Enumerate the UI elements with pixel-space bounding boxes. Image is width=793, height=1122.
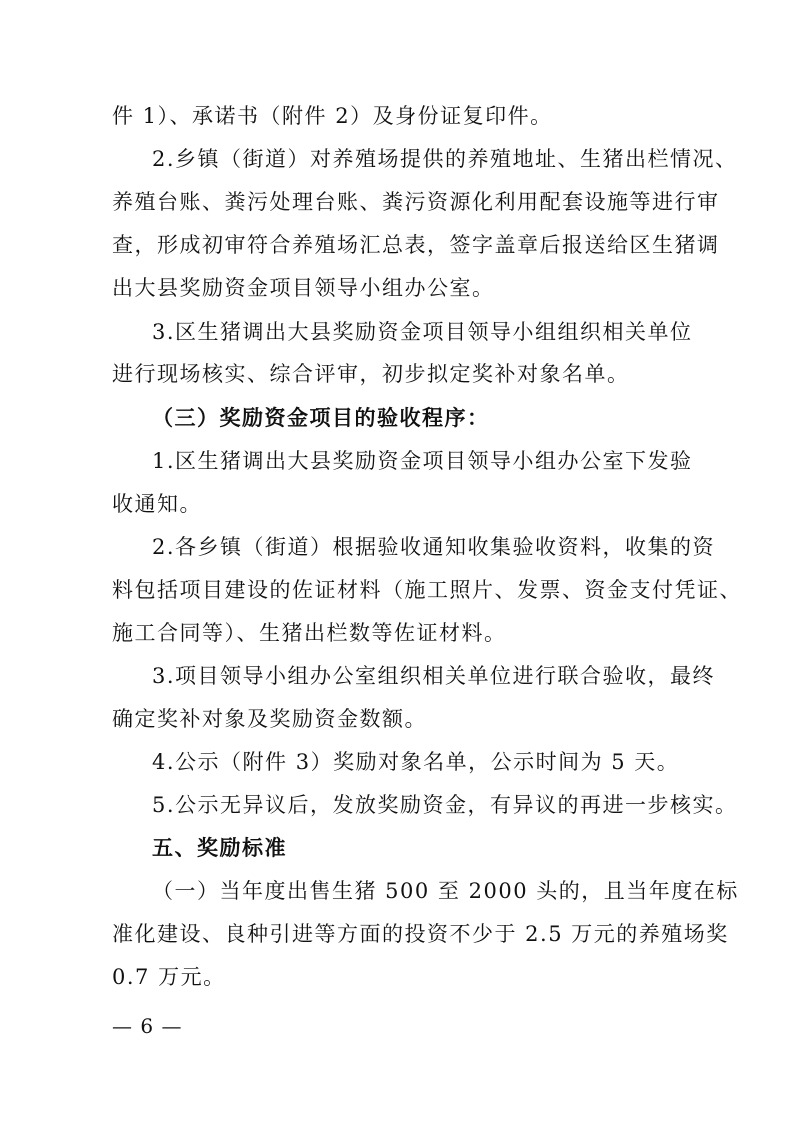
text-line-2: 2.乡镇（街道）对养殖场提供的养殖地址、生猪出栏情况、 [152, 147, 738, 171]
text-line-1: 件 1）、承诺书（附件 2）及身份证复印件。 [112, 104, 553, 128]
text-line-13: 施工合同等）、生猪出栏数等佐证材料。 [112, 621, 507, 645]
text-line-6: 3.区生猪调出大县奖励资金项目领导小组组织相关单位 [152, 320, 693, 344]
text-line-14: 3.项目领导小组办公室组织相关单位进行联合验收，最终 [152, 664, 716, 688]
text-line-7: 进行现场核实、综合评审，初步拟定奖补对象名单。 [112, 362, 630, 386]
text-line-21: 0.7 万元。 [112, 965, 226, 989]
section-heading-5: 五、奖励标准 [152, 836, 287, 860]
text-line-19: （一）当年度出售生猪 500 至 2000 头的，且当年度在标 [152, 879, 739, 903]
text-line-12: 料包括项目建设的佐证材料（施工照片、发票、资金支付凭证、 [112, 578, 742, 602]
text-line-20: 准化建设、良种引进等方面的投资不少于 2.5 万元的养殖场奖 [112, 922, 729, 946]
text-line-5: 出大县奖励资金项目领导小组办公室。 [112, 276, 495, 300]
text-line-4: 查，形成初审符合养殖场汇总表，签字盖章后报送给区生猪调 [112, 233, 720, 257]
text-line-15: 确定奖补对象及奖励资金数额。 [112, 707, 427, 731]
text-line-9: 1.区生猪调出大县奖励资金项目领导小组办公室下发验 [152, 449, 693, 473]
section-heading-3: （三）奖励资金项目的验收程序： [152, 406, 490, 430]
page-number: — 6 — [112, 1014, 183, 1038]
text-line-3: 养殖台账、粪污处理台账、粪污资源化利用配套设施等进行审 [112, 190, 720, 214]
text-line-17: 5.公示无异议后，发放奖励资金，有异议的再进一步核实。 [152, 793, 738, 817]
text-line-10: 收通知。 [112, 492, 202, 516]
text-line-16: 4.公示（附件 3）奖励对象名单，公示时间为 5 天。 [152, 750, 680, 774]
text-line-11: 2.各乡镇（街道）根据验收通知收集验收资料，收集的资 [152, 535, 716, 559]
